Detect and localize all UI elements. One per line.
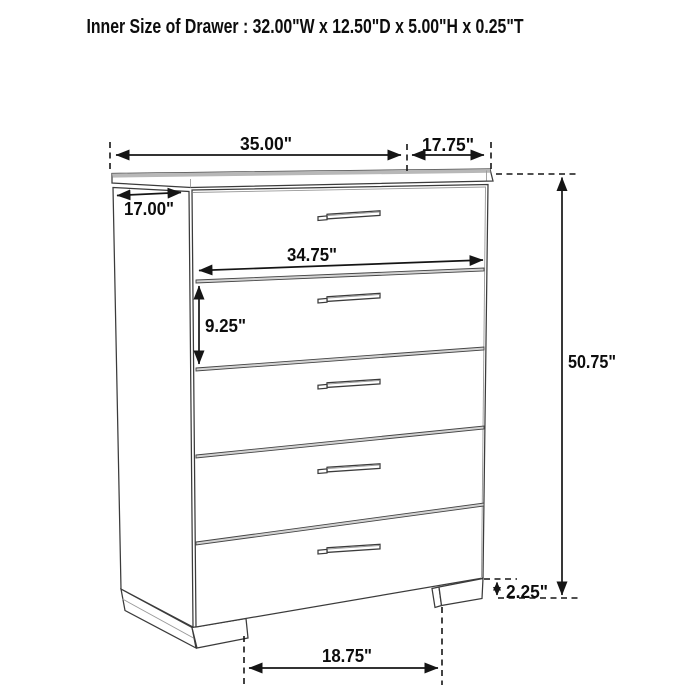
front-face xyxy=(192,185,488,628)
dim-foot-spacing xyxy=(244,607,442,685)
side-panel xyxy=(113,188,193,628)
dim-label-side-depth: 17.00" xyxy=(124,199,174,219)
top-panel xyxy=(112,169,493,188)
dim-label-drawer-height: 9.25" xyxy=(205,316,246,336)
dim-top-depth xyxy=(412,135,491,171)
dim-top-width xyxy=(110,134,407,173)
page-title: Inner Size of Drawer : 32.00"W x 12.50"D x 5.00"H x 0.25"T xyxy=(86,15,524,38)
dim-label-top-width: 35.00" xyxy=(240,134,292,154)
dim-overall-height xyxy=(496,174,616,598)
dim-label-drawer-width: 34.75" xyxy=(287,245,337,265)
dim-label-overall-height: 50.75" xyxy=(568,352,616,372)
dim-label-foot-height: 2.25" xyxy=(506,582,548,602)
chest-drawing xyxy=(112,169,493,648)
dim-foot-height xyxy=(484,579,548,602)
dim-label-top-depth: 17.75" xyxy=(422,135,474,155)
dim-label-foot-spacing: 18.75" xyxy=(322,646,372,666)
